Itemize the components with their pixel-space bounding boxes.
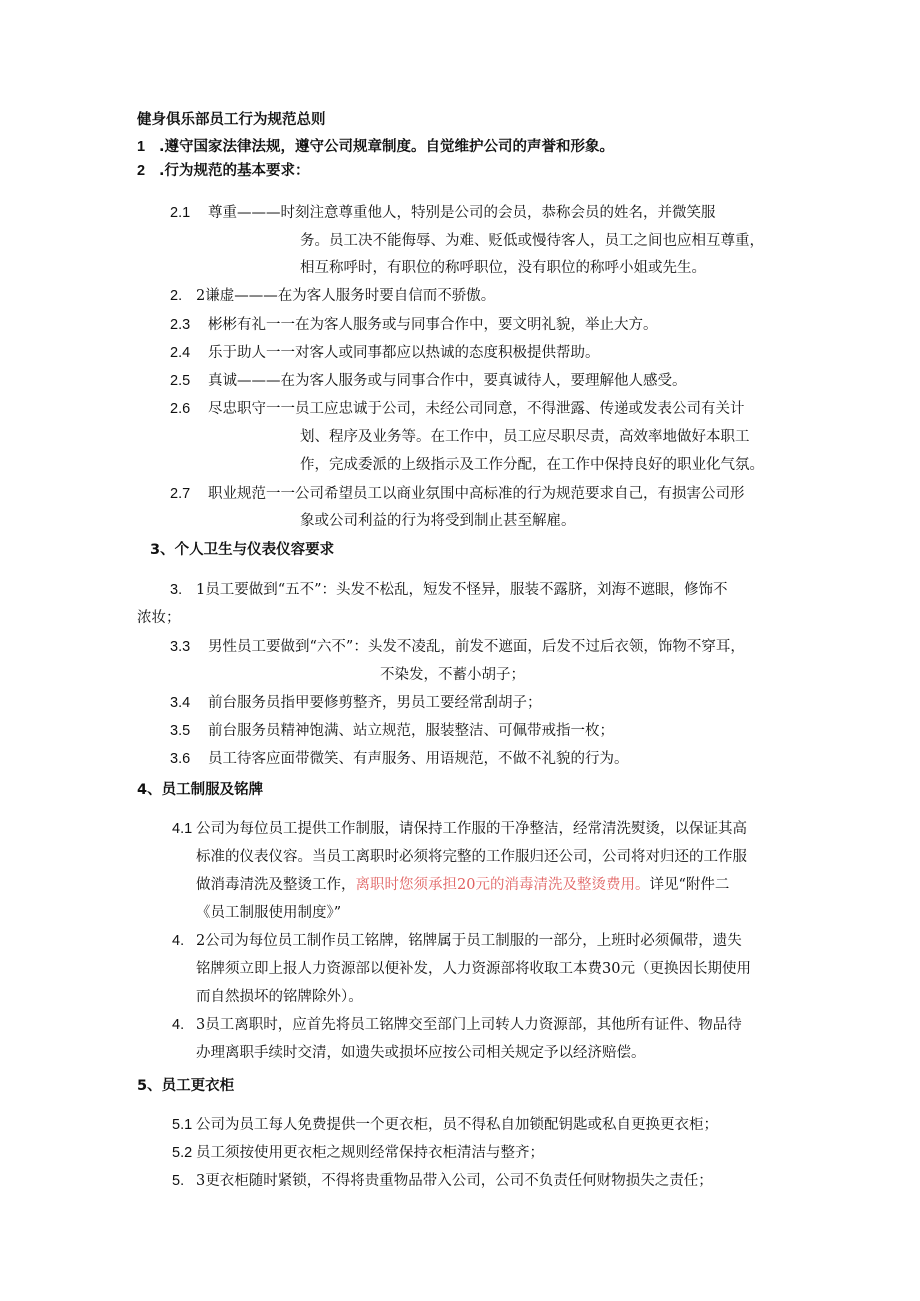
section-3-heading: 3、个人卫生与仪表仪容要求: [150, 542, 335, 558]
item-4-2-line-2: 铭牌须立即上报人力资源部以便补发，人力资源部将收取工本费30元（更换因长期使用: [196, 961, 751, 977]
item-3-6: [170, 749, 629, 769]
item-text: 2公司为每位员工制作员工铭牌，铭牌属于员工制服的一部分，上班时必须佩带，遗失: [196, 933, 742, 949]
item-2-1-line-3: 相互称呼时，有职位的称呼职位，没有职位的称呼小姐或先生。: [300, 260, 706, 276]
item-text: 做消毒清洗及整烫工作，: [196, 877, 356, 893]
item-2-3: [170, 315, 658, 335]
item-number: 5.2: [172, 1145, 193, 1161]
item-number: 4.: [172, 933, 185, 949]
item-5-1: [172, 1115, 718, 1135]
item-number: 3.6: [170, 751, 191, 767]
item-number: 3.4: [170, 695, 191, 711]
item-3-1-line-2: 浓妆；: [137, 610, 181, 626]
section-text: .遵守国家法律法规，遵守公司规章制度。自觉维护公司的声誉和形象。: [159, 139, 615, 155]
item-4-1-line-2: 标准的仪表仪容。当员工离职时必须将完整的工作服归还公司，公司将对归还的工作服: [196, 849, 747, 865]
item-3-3-line-2: 不染发，不蓄小胡子；: [380, 667, 525, 683]
item-number: 5.1: [172, 1117, 193, 1133]
item-2-6-line-1: [170, 399, 745, 419]
item-4-3-line-2: 办理离职手续时交清，如遗失或损坏应按公司相关规定予以经济赔偿。: [196, 1045, 646, 1061]
item-2-5: [170, 371, 687, 391]
item-text: 1员工要做到“五不”：头发不松乱，短发不怪异，服装不露脐，刘海不遮眼，修饰不: [196, 582, 728, 598]
section-2: [137, 161, 310, 181]
item-2-6-line-3: 作，完成委派的上级指示及工作分配，在工作中保持良好的职业化气氛。: [300, 457, 764, 473]
item-text: 3更衣柜随时紧锁，不得将贵重物品带入公司，公司不负责任何财物损失之责任；: [196, 1173, 713, 1189]
item-text: 前台服务员精神饱满、站立规范，服装整洁、可佩带戒指一枚；: [208, 723, 614, 739]
item-number: 4.1: [172, 821, 193, 837]
item-text: 尊重———时刻注意尊重他人，特别是公司的会员，恭称会员的姓名，并微笑服: [208, 205, 716, 221]
item-4-1-line-4: 《员工制服使用制度》”: [196, 905, 342, 921]
section-number: 2: [137, 163, 146, 179]
item-text: 前台服务员指甲要修剪整齐，男员工要经常刮胡子；: [208, 695, 542, 711]
item-4-3-line-1: [172, 1015, 742, 1035]
item-3-1-line-1: [170, 580, 728, 600]
item-number: 2.5: [170, 373, 191, 389]
item-number: 2.3: [170, 317, 191, 333]
item-number: 2.7: [170, 486, 191, 502]
item-5-2: [172, 1143, 544, 1163]
item-3-4: [170, 693, 542, 713]
section-1: [137, 137, 614, 157]
item-2-1-line-2: 务。员工决不能侮辱、为难、贬低或慢待客人，员工之间也应相互尊重，: [300, 233, 764, 249]
item-text: 详见“附件二: [649, 877, 730, 893]
item-2-4: [170, 343, 600, 363]
section-text: .行为规范的基本要求：: [159, 163, 310, 179]
item-text: 员工须按使用更衣柜之规则经常保持衣柜清洁与整齐；: [196, 1145, 544, 1161]
section-4-heading: 4、员工制服及铭牌: [137, 782, 264, 798]
document-title: 健身俱乐部员工行为规范总则: [137, 112, 326, 128]
item-3-5: [170, 721, 614, 741]
item-text: 2谦虚———在为客人服务时要自信而不骄傲。: [196, 288, 496, 304]
item-text: 真诚———在为客人服务或与同事合作中，要真诚待人，要理解他人感受。: [208, 373, 687, 389]
item-4-1-line-3: [196, 875, 729, 895]
item-4-1-line-1: [172, 819, 747, 839]
fee-notice: 离职时您须承担20元的消毒清洗及整烫费用。: [355, 877, 650, 893]
item-2-6-line-2: 划、程序及业务等。在工作中，员工应尽职尽责，高效率地做好本职工: [300, 429, 750, 445]
item-text: 3员工离职时，应首先将员工铭牌交至部门上司转人力资源部，其他所有证件、物品待: [196, 1017, 742, 1033]
item-text: 男性员工要做到“六不”：头发不凌乱，前发不遮面，后发不过后衣领，饰物不穿耳，: [208, 639, 745, 655]
item-text: 尽忠职守一一员工应忠诚于公司，未经公司同意，不得泄露、传递或发表公司有关计: [208, 401, 745, 417]
item-number: 2.4: [170, 345, 191, 361]
item-text: 员工待客应面带微笑、有声服务、用语规范，不做不礼貌的行为。: [208, 751, 629, 767]
item-4-2-line-3: 而自然损坏的铭牌除外）。: [196, 989, 363, 1005]
item-text: 公司为员工每人免费提供一个更衣柜，员不得私自加锁配钥匙或私自更换更衣柜；: [196, 1117, 718, 1133]
item-4-2-line-1: [172, 931, 742, 951]
item-5-3: [172, 1171, 713, 1191]
item-2-2: [170, 286, 495, 306]
item-number: 2.: [170, 288, 183, 304]
item-2-7-line-1: [170, 484, 745, 504]
item-number: 4.: [172, 1017, 185, 1033]
item-number: 5.: [172, 1173, 185, 1189]
item-number: 3.5: [170, 723, 191, 739]
item-2-7-line-2: 象或公司利益的行为将受到制止甚至解雇。: [300, 513, 576, 529]
item-2-1-line-1: [170, 203, 716, 223]
section-number: 1: [137, 139, 146, 155]
item-text: 公司为每位员工提供工作制服，请保持工作服的干净整洁，经常清洗熨烫，以保证其高: [196, 821, 747, 837]
item-number: 2.6: [170, 401, 191, 417]
item-text: 乐于助人一一对客人或同事都应以热诚的态度积极提供帮助。: [208, 345, 600, 361]
item-number: 3.: [170, 582, 183, 598]
item-number: 2.1: [170, 205, 191, 221]
item-number: 3.3: [170, 639, 191, 655]
section-5-heading: 5、员工更衣柜: [137, 1078, 235, 1094]
item-text: 职业规范一一公司希望员工以商业氛围中高标准的行为规范要求自己，有损害公司形: [208, 486, 745, 502]
item-3-3-line-1: [170, 637, 745, 657]
item-text: 彬彬有礼一一在为客人服务或与同事合作中，要文明礼貌，举止大方。: [208, 317, 658, 333]
